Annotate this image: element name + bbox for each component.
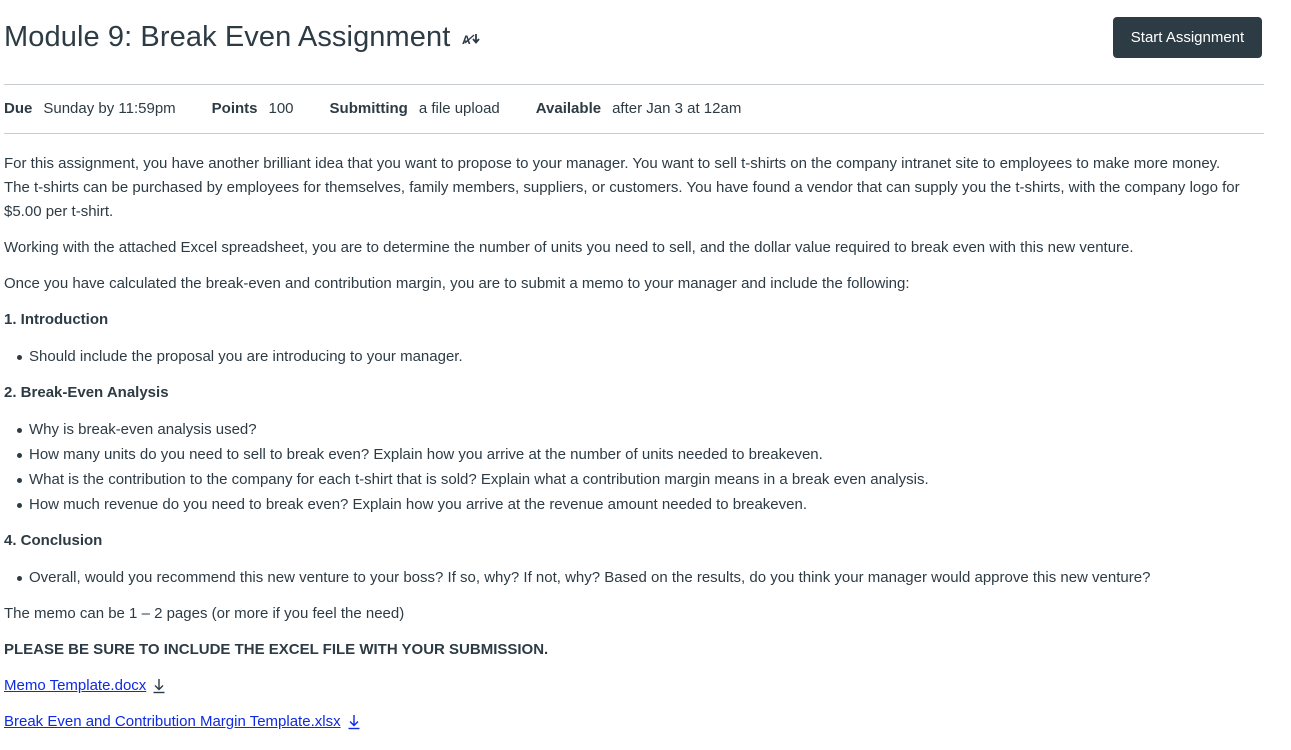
section-heading-introduction: 1. Introduction	[4, 311, 109, 328]
due-detail	[4, 100, 176, 117]
excel-paragraph: Working with the attached Excel spreadsheet, you are to determine the number of units you need to sell, and the dollar value required to break even with this new venture.	[4, 239, 1134, 256]
points-value: 100	[268, 99, 294, 117]
assignment-description	[4, 152, 1249, 746]
points-label: Points	[211, 99, 258, 117]
excel-notice: PLEASE BE SURE TO INCLUDE THE EXCEL FILE WITH YOUR SUBMISSION.	[4, 641, 549, 658]
length-note: The memo can be 1 – 2 pages (or more if you feel the need)	[4, 605, 405, 622]
file-attachment	[4, 710, 1249, 734]
due-value: Sunday by 11:59pm	[43, 99, 176, 117]
download-icon[interactable]	[152, 678, 166, 694]
submitting-detail	[330, 100, 500, 117]
memo-paragraph: Once you have calculated the break-even and contribution margin, you are to submit a memo to your manager and include the following:	[4, 275, 910, 292]
download-icon[interactable]	[347, 714, 361, 730]
divider	[4, 84, 1264, 85]
divider	[4, 133, 1264, 134]
section-heading-break-even: 2. Break-Even Analysis	[4, 384, 169, 401]
break-even-template-link[interactable]: Break Even and Contribution Margin Template.xlsx	[4, 713, 341, 730]
page-title: Module 9: Break Even Assignment	[4, 20, 451, 53]
conclusion-list	[4, 565, 1249, 590]
list-item: Should include the proposal you are introducing to your manager.	[29, 344, 1249, 369]
submitting-value: a file upload	[418, 99, 500, 117]
list-item: What is the contribution to the company for each t-shirt that is sold? Explain what a contribution margin means in a break even analysis.	[29, 467, 1249, 492]
available-value: after Jan 3 at 12am	[612, 99, 742, 117]
start-assignment-button[interactable]: Start Assignment	[1113, 17, 1262, 58]
title-row	[4, 14, 484, 60]
list-item: How much revenue do you need to break even? Explain how you arrive at the revenue amount needed to breakeven.	[29, 492, 1249, 517]
available-detail	[536, 100, 742, 117]
available-label: Available	[535, 99, 602, 117]
section-heading-conclusion: 4. Conclusion	[4, 532, 103, 549]
due-label: Due	[4, 99, 33, 117]
submitting-label: Submitting	[329, 99, 408, 117]
assignment-details	[4, 97, 777, 119]
file-attachment	[4, 674, 1249, 698]
list-item: How many units do you need to sell to break even? Explain how you arrive at the number of units needed to breakeven.	[29, 442, 1249, 467]
svg-text:A: A	[462, 33, 472, 47]
points-detail	[212, 100, 294, 117]
introduction-list	[4, 344, 1249, 369]
break-even-list	[4, 417, 1249, 517]
intro-paragraph: For this assignment, you have another brilliant idea that you want to propose to your manager. You want to sell t-shirts on the company intranet site to employees to make more money. The t-shirts can be purchased by employees for themselves, family members, suppliers, or customers. You have found a vendor that can supply you the t-shirts, with the company logo for $5.00 per t-shirt.	[4, 155, 1240, 220]
list-item: Why is break-even analysis used?	[29, 417, 1249, 442]
list-item: Overall, would you recommend this new venture to your boss? If so, why? If not, why? Based on the results, do you think your manager would approve this new venture?	[29, 565, 1249, 590]
translate-icon[interactable]	[462, 31, 484, 47]
memo-template-link[interactable]: Memo Template.docx	[4, 677, 147, 694]
